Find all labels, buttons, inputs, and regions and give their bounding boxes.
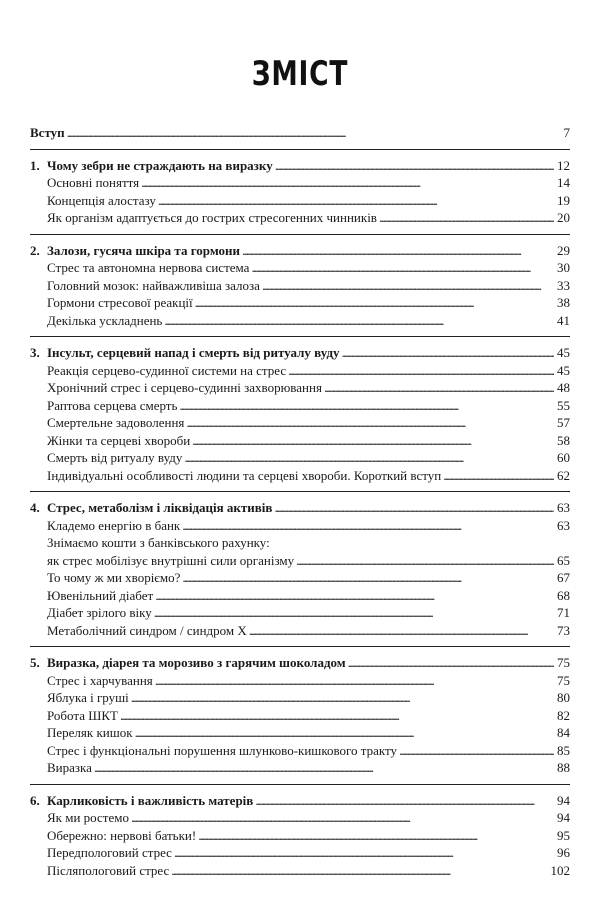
toc-entry-page: 48 — [557, 380, 570, 395]
toc-entry[interactable] — [30, 862, 570, 880]
toc-entry-page: 82 — [557, 707, 570, 723]
toc-entry-label: То чому ж ми хворіємо? — [47, 570, 181, 585]
toc-entry-label: Робота ШКТ — [47, 707, 118, 723]
chapter-page: 94 — [557, 792, 570, 808]
dot-leader — [131, 809, 554, 827]
toc-entry[interactable] — [30, 587, 570, 605]
section-divider — [30, 336, 570, 337]
chapter-heading[interactable] — [30, 499, 570, 517]
toc-entry-page: 96 — [557, 845, 570, 860]
toc-entry-page: 38 — [557, 295, 570, 310]
toc-entry-label: Гормони стресової реакції — [47, 295, 193, 310]
dot-leader — [342, 344, 554, 362]
dot-leader — [186, 414, 554, 432]
toc-entry-page: 68 — [557, 587, 570, 603]
dot-leader — [131, 689, 554, 707]
toc-entry-page: 65 — [557, 552, 570, 568]
toc-entry-label: Жінки та серцеві хвороби — [47, 432, 191, 448]
toc-entry-label: Передпологовий стрес — [47, 845, 172, 860]
toc-entry-page: 63 — [557, 517, 570, 533]
section-divider — [30, 646, 570, 647]
toc-entry-label: Метаболічний синдром / синдром Х — [47, 622, 247, 638]
dot-leader — [251, 259, 554, 277]
chapter-page: 29 — [557, 242, 570, 258]
toc-entry[interactable] — [30, 604, 570, 622]
dot-leader — [67, 124, 554, 142]
toc-entry[interactable] — [30, 432, 570, 450]
toc-entry-page: 7 — [563, 125, 570, 140]
chapter-heading[interactable] — [30, 157, 570, 175]
toc-entry[interactable] — [30, 672, 570, 690]
toc-entry-page: 73 — [557, 622, 570, 638]
toc-entry[interactable] — [30, 707, 570, 725]
dot-leader — [324, 379, 554, 397]
toc-entry-label: Вступ — [30, 125, 65, 140]
toc-entry-label: Виразка — [47, 760, 92, 775]
chapter-number: 6. — [30, 792, 40, 808]
toc-entry-page: 71 — [557, 605, 570, 620]
section-divider — [30, 491, 570, 492]
toc-entry-label: Яблука і груші — [47, 690, 129, 705]
toc-entry[interactable] — [30, 174, 570, 192]
toc-entry-page: 41 — [557, 312, 570, 328]
chapter-number: 5. — [30, 655, 40, 670]
toc-entry[interactable] — [30, 467, 570, 485]
toc-entry[interactable] — [30, 449, 570, 467]
table-of-contents — [30, 124, 570, 879]
toc-entry[interactable] — [30, 362, 570, 380]
dot-leader — [443, 467, 554, 485]
dot-leader — [182, 517, 554, 535]
toc-entry[interactable] — [30, 552, 570, 570]
section-divider — [30, 234, 570, 235]
section-divider — [30, 784, 570, 785]
toc-entry-page: 102 — [550, 862, 570, 878]
dot-leader — [155, 672, 554, 690]
dot-leader — [141, 174, 554, 192]
chapter-page: 12 — [557, 157, 570, 173]
toc-entry[interactable] — [30, 517, 570, 535]
toc-entry[interactable] — [30, 209, 570, 227]
toc-entry-page: 19 — [557, 192, 570, 208]
toc-entry[interactable] — [30, 294, 570, 312]
toc-entry-label: Стрес та автономна нервова система — [47, 260, 250, 275]
toc-entry[interactable] — [30, 742, 570, 760]
toc-entry-label: Декілька ускладнень — [47, 312, 163, 328]
toc-entry-page: 62 — [557, 467, 570, 483]
dot-leader — [274, 499, 554, 517]
dot-leader — [399, 742, 554, 760]
toc-entry-page: 88 — [557, 760, 570, 775]
chapter-heading[interactable] — [30, 344, 570, 362]
toc-entry-label: Післяпологовий стрес — [47, 862, 170, 878]
toc-entry-page: 84 — [557, 725, 570, 740]
dot-leader — [242, 242, 554, 260]
toc-entry-label: Смерть від ритуалу вуду — [47, 450, 183, 465]
chapter-number: 4. — [30, 500, 40, 515]
chapter-number: 1. — [30, 157, 40, 173]
dot-leader — [296, 552, 554, 570]
dot-leader — [249, 622, 554, 640]
chapter-title: Інсульт, серцевий напад і смерть від ритуалу вуду — [47, 345, 340, 360]
chapter-number: 3. — [30, 345, 40, 360]
chapter-title: Залози, гусяча шкіра та гормони — [47, 242, 241, 258]
toc-entry-page: 20 — [557, 210, 570, 225]
dot-leader — [255, 792, 554, 810]
dot-leader — [120, 707, 554, 725]
chapter-page: 75 — [557, 655, 570, 670]
toc-entry[interactable] — [30, 569, 570, 587]
toc-entry-page: 33 — [557, 277, 570, 293]
chapter-title: Чому зебри не страждають на виразку — [47, 157, 273, 173]
chapter-number: 2. — [30, 242, 40, 258]
toc-entry-label: Раптова серцева смерть — [47, 397, 178, 413]
toc-entry-label: Хронічний стрес і серцево-судинні захворювання — [47, 380, 322, 395]
toc-entry-label: Стрес і харчування — [47, 672, 153, 688]
dot-leader — [158, 192, 554, 210]
toc-entry-page: 58 — [557, 432, 570, 448]
chapter-heading[interactable] — [30, 792, 570, 810]
toc-entry[interactable] — [30, 809, 570, 827]
dot-leader — [155, 587, 554, 605]
toc-entry[interactable] — [30, 827, 570, 845]
toc-entry-label: Обережно: нервові батьки! — [47, 827, 197, 843]
toc-entry[interactable] — [30, 397, 570, 415]
toc-entry-page: 94 — [557, 810, 570, 825]
dot-leader — [184, 449, 554, 467]
toc-entry[interactable] — [30, 689, 570, 707]
dot-leader — [94, 759, 554, 777]
dot-leader — [154, 604, 554, 622]
dot-leader — [174, 844, 554, 862]
toc-entry-page: 30 — [557, 260, 570, 275]
toc-entry[interactable] — [30, 259, 570, 277]
toc-entry-page: 75 — [557, 672, 570, 688]
dot-leader — [348, 654, 554, 672]
toc-entry-page: 45 — [557, 362, 570, 378]
toc-entry-page: 95 — [557, 827, 570, 843]
page-title: ЗМІСТ — [251, 54, 349, 94]
toc-entry[interactable] — [30, 759, 570, 777]
chapter-page: 45 — [557, 345, 570, 360]
toc-entry-label: Реакція серцево-судинної системи на стрес — [47, 362, 287, 378]
chapter-title: Виразка, діарея та морозиво з гарячим шоколадом — [47, 655, 346, 670]
toc-entry-label: Кладемо енергію в банк — [47, 517, 181, 533]
toc-entry-page: 80 — [557, 690, 570, 705]
toc-entry[interactable] — [30, 622, 570, 640]
dot-leader — [171, 862, 548, 880]
dot-leader — [135, 724, 554, 742]
toc-entry-label: Стрес і функціональні порушення шлунково-кишкового тракту — [47, 742, 398, 758]
toc-entry-label: як стрес мобілізує внутрішні сили організму — [47, 552, 295, 568]
toc-entry-label: Індивідуальні особливості людини та серцеві хвороби. Короткий вступ — [47, 467, 442, 483]
toc-entry-label: Як організм адаптується до гострих стресогенних чинників — [47, 210, 377, 225]
dot-leader — [275, 157, 554, 175]
toc-entry[interactable] — [30, 192, 570, 210]
toc-entry[interactable] — [30, 312, 570, 330]
dot-leader — [192, 432, 554, 450]
toc-entry[interactable] — [30, 844, 570, 862]
toc-entry-label: Головний мозок: найважливіша залоза — [47, 277, 260, 293]
dot-leader — [198, 827, 554, 845]
toc-entry-label: Переляк кишок — [47, 725, 133, 740]
toc-entry-page: 55 — [557, 397, 570, 413]
dot-leader — [262, 277, 554, 295]
toc-entry-label: Концепція алостазу — [47, 192, 156, 208]
toc-entry-page: 67 — [557, 570, 570, 585]
chapter-heading[interactable] — [30, 242, 570, 260]
dot-leader — [179, 397, 554, 415]
toc-entry-page: 60 — [557, 450, 570, 465]
dot-leader — [288, 362, 554, 380]
toc-entry-page: 57 — [557, 415, 570, 430]
toc-entry-label: Знімаємо кошти з банківського рахунку: — [47, 535, 270, 550]
dot-leader — [182, 569, 554, 587]
toc-entry[interactable] — [30, 277, 570, 295]
toc-entry[interactable] — [30, 379, 570, 397]
toc-entry-intro[interactable] — [30, 124, 570, 142]
section-divider — [30, 149, 570, 150]
chapter-title: Стрес, метаболізм і ліквідація активів — [47, 500, 273, 515]
toc-entry-label: Основні поняття — [47, 175, 140, 190]
toc-entry[interactable] — [30, 534, 570, 552]
toc-entry-page: 14 — [557, 175, 570, 190]
toc-entry[interactable] — [30, 414, 570, 432]
toc-entry-label: Діабет зрілого віку — [47, 605, 152, 620]
toc-entry-label: Ювенільний діабет — [47, 587, 154, 603]
chapter-page: 63 — [557, 500, 570, 515]
toc-entry-page: 85 — [557, 742, 570, 758]
chapter-heading[interactable] — [30, 654, 570, 672]
dot-leader — [195, 294, 554, 312]
toc-entry-label: Смертельне задоволення — [47, 415, 185, 430]
toc-entry-label: Як ми ростемо — [47, 810, 129, 825]
dot-leader — [379, 209, 554, 227]
chapter-title: Карликовість і важливість матерів — [47, 792, 254, 808]
dot-leader — [164, 312, 554, 330]
toc-entry[interactable] — [30, 724, 570, 742]
